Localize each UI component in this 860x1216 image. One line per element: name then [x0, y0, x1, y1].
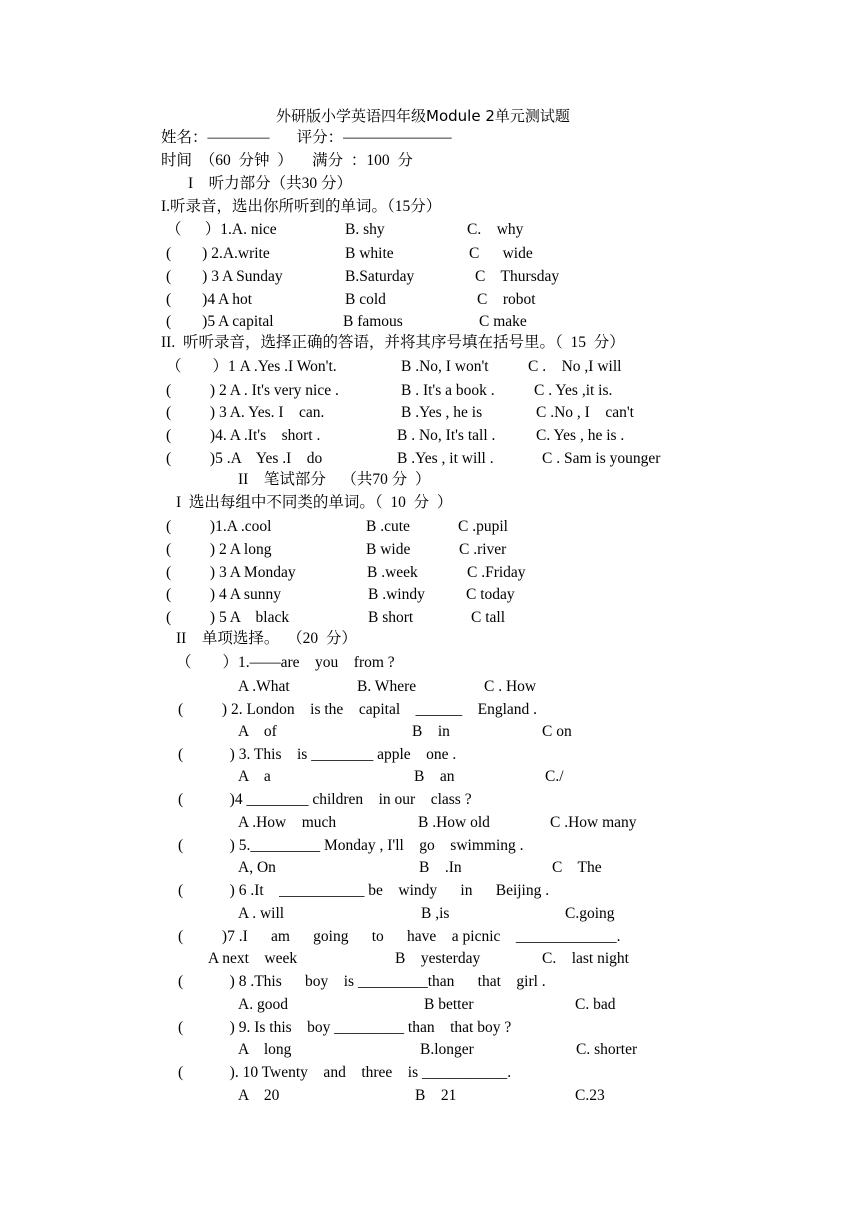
option-c: C .Friday	[467, 564, 526, 581]
section-2-heading: II. 听听录音，选择正确的答语，并将其序号填在括号里。（ 15 分）	[161, 334, 625, 351]
option-c: C The	[552, 859, 602, 876]
option-c: C .pupil	[458, 518, 508, 535]
option-c: C . Yes ,it is.	[534, 382, 613, 399]
option-b: B. shy	[345, 221, 385, 238]
option-a: A long	[238, 1041, 292, 1058]
question-stem: ( ) 6 .It ___________ be windy in Beijing .	[178, 882, 550, 899]
option-c: C .river	[459, 541, 507, 558]
option-c: C . How	[484, 678, 537, 695]
option-b: B .No, I won't	[401, 358, 489, 375]
question-stem: （ ）1 A .Yes .I Won't.	[166, 358, 337, 375]
part-1-heading: I 听力部分（共30 分）	[188, 175, 353, 192]
option-b: B.Saturday	[345, 268, 415, 285]
option-b: B an	[414, 768, 455, 785]
option-c: C make	[479, 313, 527, 330]
question-stem: ( ) 3 A. Yes. I can.	[166, 404, 325, 421]
option-c: C .No , I can't	[536, 404, 634, 421]
option-b: B .Yes , he is	[401, 404, 483, 421]
option-b: B . It's a book .	[401, 382, 495, 399]
option-b: B .In	[419, 859, 462, 876]
option-c: C . Sam is younger	[542, 450, 661, 467]
option-b: B in	[412, 723, 450, 740]
option-b: B better	[424, 996, 474, 1013]
option-b: B .Yes , it will .	[397, 450, 494, 467]
option-c: C.23	[575, 1087, 605, 1104]
option-a: A, On	[238, 859, 276, 876]
option-c: C on	[542, 723, 572, 740]
option-a: A . will	[238, 905, 285, 922]
option-c: C. shorter	[576, 1041, 638, 1058]
option-b: B wide	[366, 541, 411, 558]
question-stem: ( ) 8 .This boy is _________than that girl .	[178, 973, 546, 990]
option-c: C wide	[469, 245, 533, 262]
time-score-line: 时间 （60 分钟 ） 满分 ：100 分	[161, 152, 413, 169]
question-stem: ( ) 3 A Monday	[166, 564, 296, 581]
part-2-heading: II 笔试部分 （共70 分 ）	[238, 471, 431, 488]
option-c: C./	[545, 768, 564, 785]
question-stem: ( ) 5 A black	[166, 609, 290, 626]
option-b: B .How old	[418, 814, 490, 831]
name-score-line: 姓名：———— 评分：———————	[161, 129, 452, 146]
option-b: B short	[368, 609, 414, 626]
option-b: B cold	[345, 291, 386, 308]
question-stem: ( ) 2 A long	[166, 541, 272, 558]
option-b: B white	[345, 245, 394, 262]
option-c: C . No ,I will	[528, 358, 622, 375]
option-b: B .week	[367, 564, 418, 581]
question-stem: ( )1.A .cool	[166, 518, 272, 535]
question-stem: ( ) 9. Is this boy _________ than that boy ?	[178, 1019, 512, 1036]
option-c: C.going	[565, 905, 615, 922]
option-c: C Thursday	[475, 268, 560, 285]
option-b: B 21	[415, 1087, 457, 1104]
option-c: C .How many	[550, 814, 637, 831]
question-stem: ( )7 .I am going to have a picnic _____________.	[178, 928, 621, 945]
option-c: C. Yes , he is .	[536, 427, 625, 444]
question-stem: ( ) 5._________ Monday , I'll go swimming .	[178, 837, 524, 854]
option-a: A a	[238, 768, 271, 785]
question-stem: ( ) 3 A Sunday	[166, 268, 283, 285]
question-stem: ( )4 A hot	[166, 291, 253, 308]
question-stem: ( ) 2 A . It's very nice .	[166, 382, 339, 399]
option-a: A 20	[238, 1087, 280, 1104]
question-stem: （ ）1.——are you from ?	[176, 654, 395, 671]
question-stem: ( ) 4 A sunny	[166, 586, 281, 603]
question-stem: ( )4. A .It's short .	[166, 427, 321, 444]
option-b: B .cute	[366, 518, 410, 535]
section-4-heading: II 单项选择。 （20 分）	[176, 630, 357, 647]
option-b: B .windy	[368, 586, 425, 603]
option-a: A of	[238, 723, 277, 740]
option-c: C robot	[477, 291, 536, 308]
option-c: C today	[466, 586, 515, 603]
option-b: B yesterday	[395, 950, 481, 967]
page-title: 外研版小学英语四年级Module 2单元测试题	[276, 107, 570, 125]
option-a: A .How much	[238, 814, 337, 831]
question-stem: ( ). 10 Twenty and three is ___________.	[178, 1064, 512, 1081]
option-c: C. last night	[542, 950, 629, 967]
question-stem: ( ) 2.A.write	[166, 245, 270, 262]
option-a: A. good	[238, 996, 288, 1013]
section-3-heading: I 选出每组中不同类的单词。（ 10 分 ）	[176, 494, 453, 511]
section-1-heading: I.听录音，选出你所听到的单词。（15分）	[161, 198, 442, 215]
question-stem: ( )5 A capital	[166, 313, 274, 330]
option-c: C. bad	[575, 996, 616, 1013]
option-b: B.longer	[420, 1041, 474, 1058]
option-b: B. Where	[357, 678, 417, 695]
option-a: A next week	[208, 950, 298, 967]
question-stem: （ ）1.A. nice	[166, 221, 277, 238]
option-c: C. why	[467, 221, 524, 238]
option-b: B famous	[343, 313, 403, 330]
option-a: A .What	[238, 678, 290, 695]
question-stem: ( ) 2. London is the capital ______ England .	[178, 701, 538, 718]
option-c: C tall	[471, 609, 506, 626]
question-stem: ( )5 .A Yes .I do	[166, 450, 323, 467]
question-stem: ( )4 ________ children in our class ?	[178, 791, 472, 808]
question-stem: ( ) 3. This is ________ apple one .	[178, 746, 457, 763]
option-b: B . No, It's tall .	[397, 427, 496, 444]
option-b: B ,is	[421, 905, 450, 922]
